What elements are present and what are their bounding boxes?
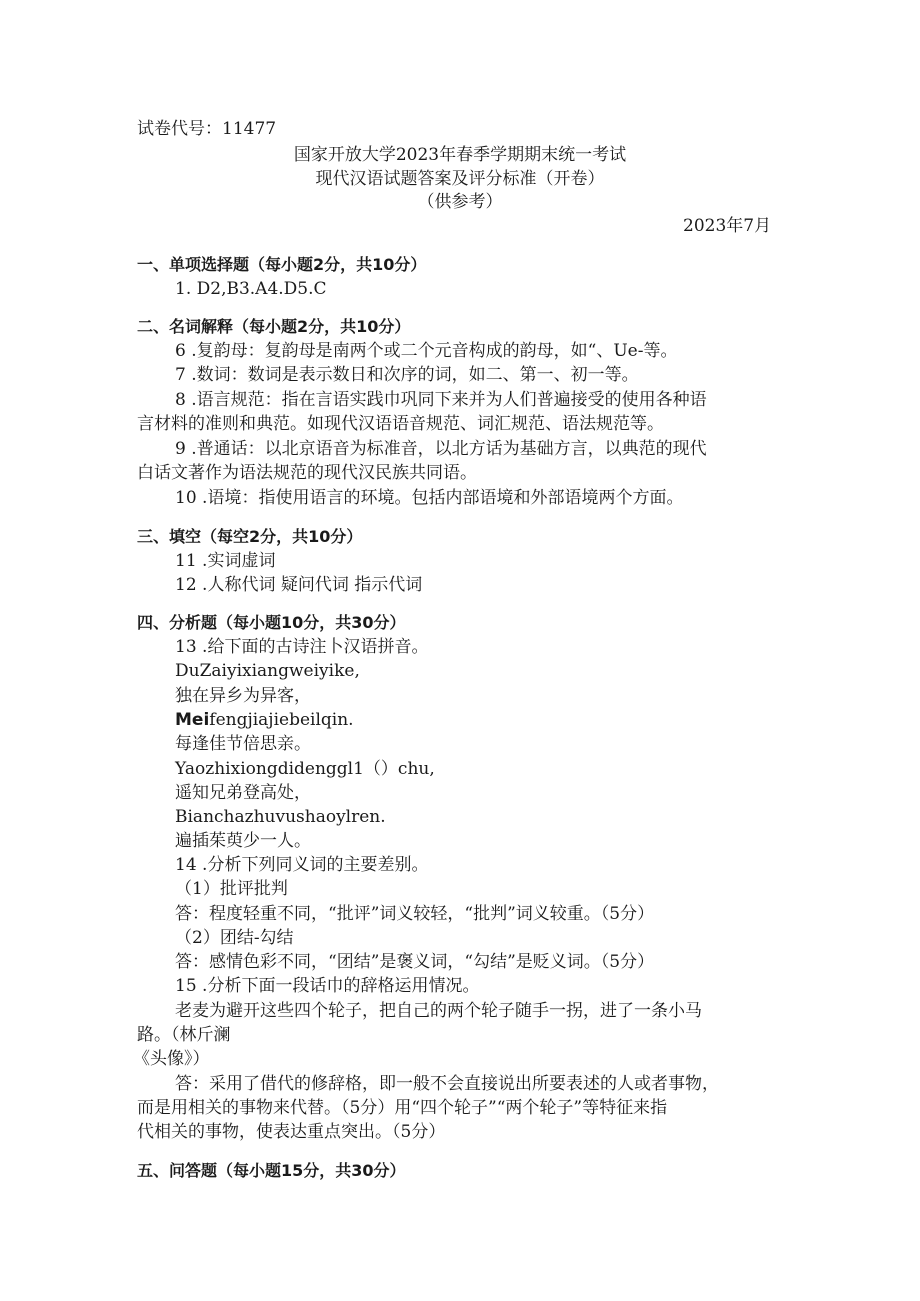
exam-code: 试卷代号：11477	[137, 119, 277, 139]
answer-line: 而是用相关的事物来代替。（5分）用“四个轮子”“两个轮子”等特征来指	[137, 1098, 668, 1118]
poem-line: 每逢佳节倍思亲。	[175, 734, 311, 754]
section-2-heading: 二、名词解释（每小题2分，共10分）	[137, 317, 411, 336]
answer-line: 答：感情色彩不同，“团结”是褒义词，“勾结”是贬义词。（5分）	[175, 952, 655, 972]
answer-line: 《头像》）	[133, 1049, 210, 1069]
answer-line: 代相关的事物，使表达重点突出。（5分）	[137, 1122, 446, 1142]
reference-note: （供参考）	[417, 192, 503, 212]
pinyin-line	[175, 709, 354, 731]
answer-line: 6 .复韵母：复韵母是南两个或二个元音构成的韵母，如“、Ue-等。	[175, 341, 678, 361]
section-3-heading: 三、填空（每空2分，共10分）	[137, 527, 363, 546]
poem-line: 遥知兄弟登高处，	[175, 783, 311, 803]
answer-line: 白话文著作为语法规范的现代汉民族共同语。	[137, 463, 477, 483]
exam-subtitle: 现代汉语试题答案及评分标准（开卷）	[315, 169, 605, 189]
answer-line: 路。（林斤澜	[137, 1025, 231, 1045]
answer-line: 9 .普通话：以北京语音为标准音，以北方话为基础方言，以典范的现代	[175, 439, 707, 459]
answer-line: 8 .语言规范：指在言语实践巾巩同下来并为人们普遍接受的使用各种语	[175, 390, 707, 410]
answer-line: 答：程度轻重不同，“批评”词义较轻，“批判”词义较重。（5分）	[175, 904, 655, 924]
answer-line: 言材料的准则和典范。如现代汉语语音规范、词汇规范、语法规范等。	[137, 414, 664, 434]
exam-date: 2023年7月	[683, 216, 772, 236]
section-4-heading: 四、分析题（每小题10分，共30分）	[137, 613, 406, 632]
section-1-heading: 一、单项选择题（每小题2分，共10分）	[137, 255, 427, 274]
exam-title: 国家开放大学2023年春季学期期末统一考试	[293, 145, 627, 165]
poem-line: 独在异乡为异客，	[175, 686, 311, 706]
pinyin-line: Bianchazhuvushaoylren.	[175, 807, 386, 827]
answer-line: 13 .给下面的古诗注卜汉语拼音。	[175, 637, 429, 657]
answer-line: （2）团结-勾结	[175, 928, 294, 948]
section-5-heading: 五、问答题（每小题15分，共30分）	[137, 1161, 406, 1180]
pinyin-bold-part: Mei	[175, 710, 210, 730]
poem-line: 遍插茱萸少一人。	[175, 831, 311, 851]
answer-line: 12 .人称代词 疑问代词 指示代词	[175, 575, 423, 595]
pinyin-line: DuZaiyixiangweiyike,	[175, 661, 360, 681]
pinyin-rest: fengjiajiebeilqin.	[209, 710, 354, 730]
answer-line: （1）批评批判	[175, 879, 288, 899]
answer-line: 15 .分析下面一段话巾的辞格运用情况。	[175, 976, 480, 996]
pinyin-line: Yaozhixiongdidenggl1（）chu,	[175, 759, 435, 779]
answer-line: 10 .语境：指使用语言的环境。包括内部语境和外部语境两个方面。	[175, 488, 684, 508]
answer-line: 7 .数词：数词是表示数日和次序的词，如二、第一、初一等。	[175, 365, 639, 385]
answer-line: 老麦为避开这些四个轮子，把自己的两个轮子随手一拐，进了一条小马	[175, 1001, 702, 1021]
answer-line: 答：采用了借代的修辞格，即一般不会直接说出所要表述的人或者事物，	[175, 1074, 719, 1094]
answer-line: 11 .实词虚词	[175, 551, 276, 571]
answer-line: 14 .分析下列同义词的主要差别。	[175, 855, 429, 875]
section-1-answers: 1. D2,B3.A4.D5.C	[175, 279, 327, 299]
